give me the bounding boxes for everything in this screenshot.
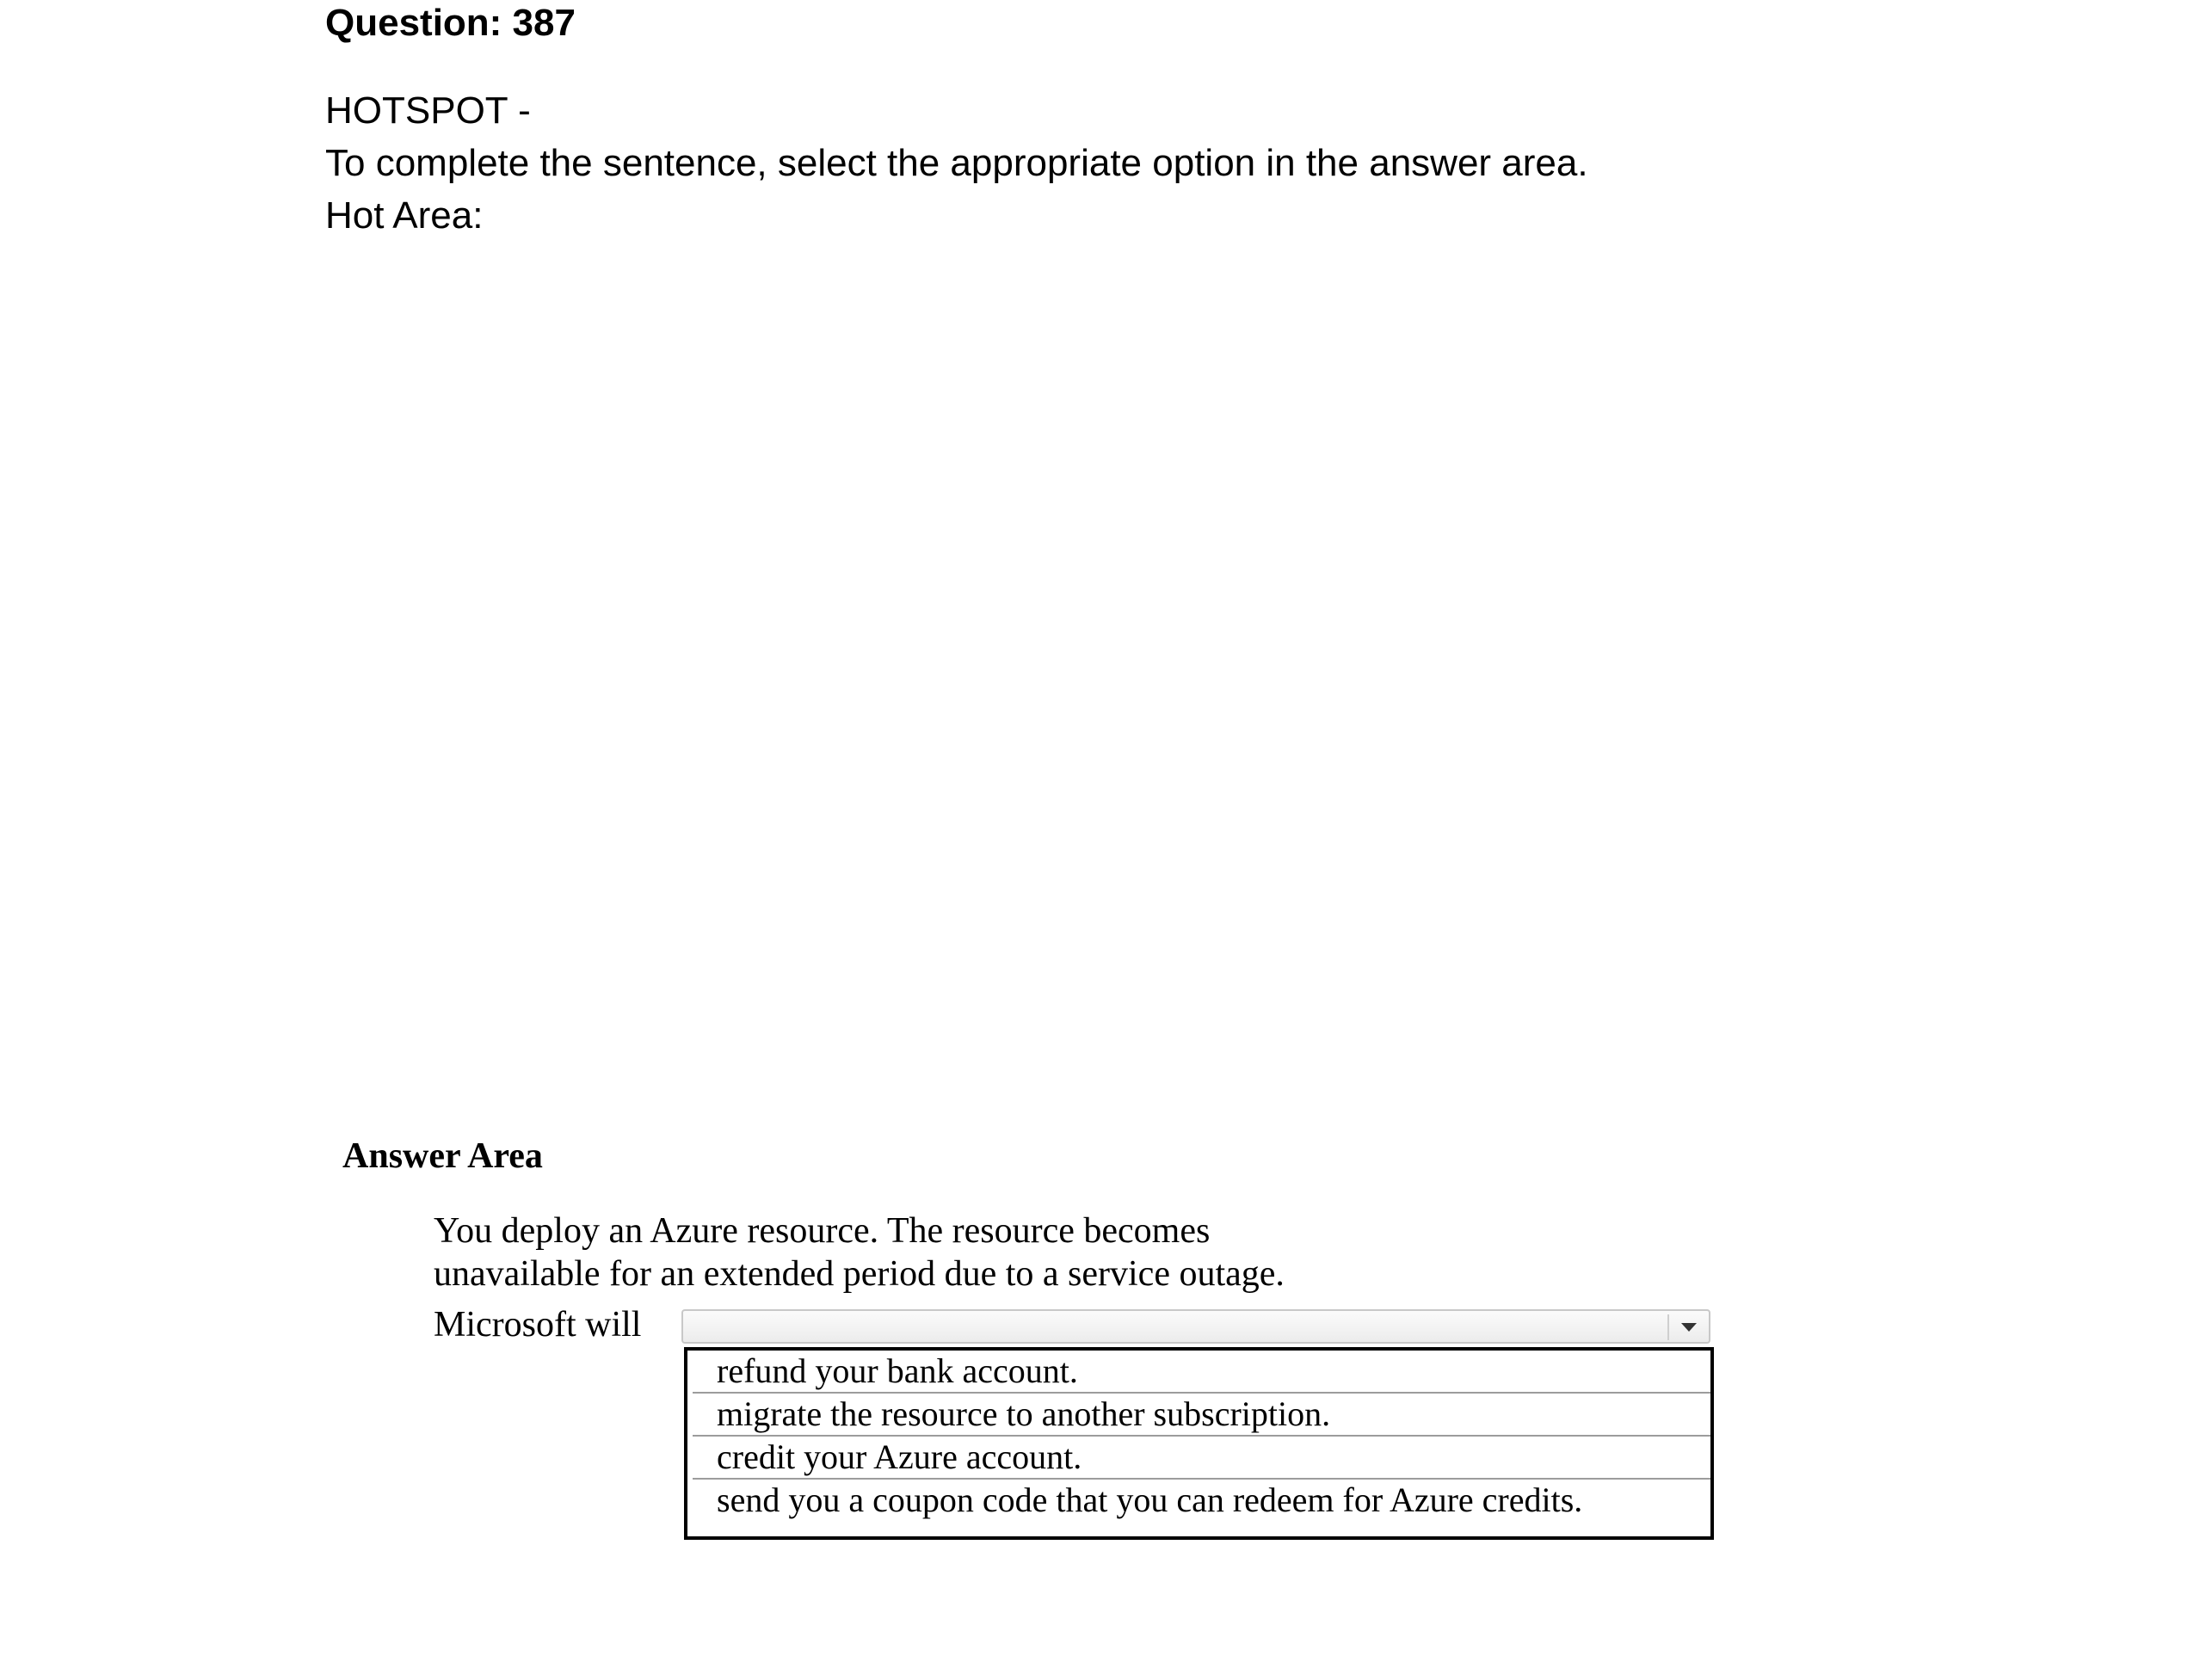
dropdown-option[interactable]: credit your Azure account. [693,1437,1710,1480]
question-body [325,84,1588,242]
chevron-down-icon[interactable] [1681,1323,1697,1332]
scenario-text [434,1209,1285,1295]
answer-area [342,1127,1719,1574]
question-type-label: HOTSPOT - [325,89,531,132]
scenario-line: You deploy an Azure resource. The resource becomes [434,1211,1211,1251]
dropdown-option[interactable]: migrate the resource to another subscription. [693,1394,1710,1437]
dropdown-option[interactable]: send you a coupon code that you can redeem for Azure credits. [717,1480,1583,1519]
question-instruction: To complete the sentence, select the appropriate option in the answer area. [325,142,1588,184]
answer-dropdown[interactable] [681,1309,1710,1344]
dropdown-separator [1667,1314,1669,1340]
sentence-prompt: Microsoft will [434,1305,642,1345]
dropdown-options-list [684,1347,1714,1540]
question-title: Question: 387 [325,2,576,44]
hot-area-label: Hot Area: [325,194,484,237]
dropdown-option[interactable]: refund your bank account. [693,1351,1710,1394]
scenario-line: unavailable for an extended period due to a service outage. [434,1254,1285,1294]
answer-area-title: Answer Area [342,1136,543,1176]
